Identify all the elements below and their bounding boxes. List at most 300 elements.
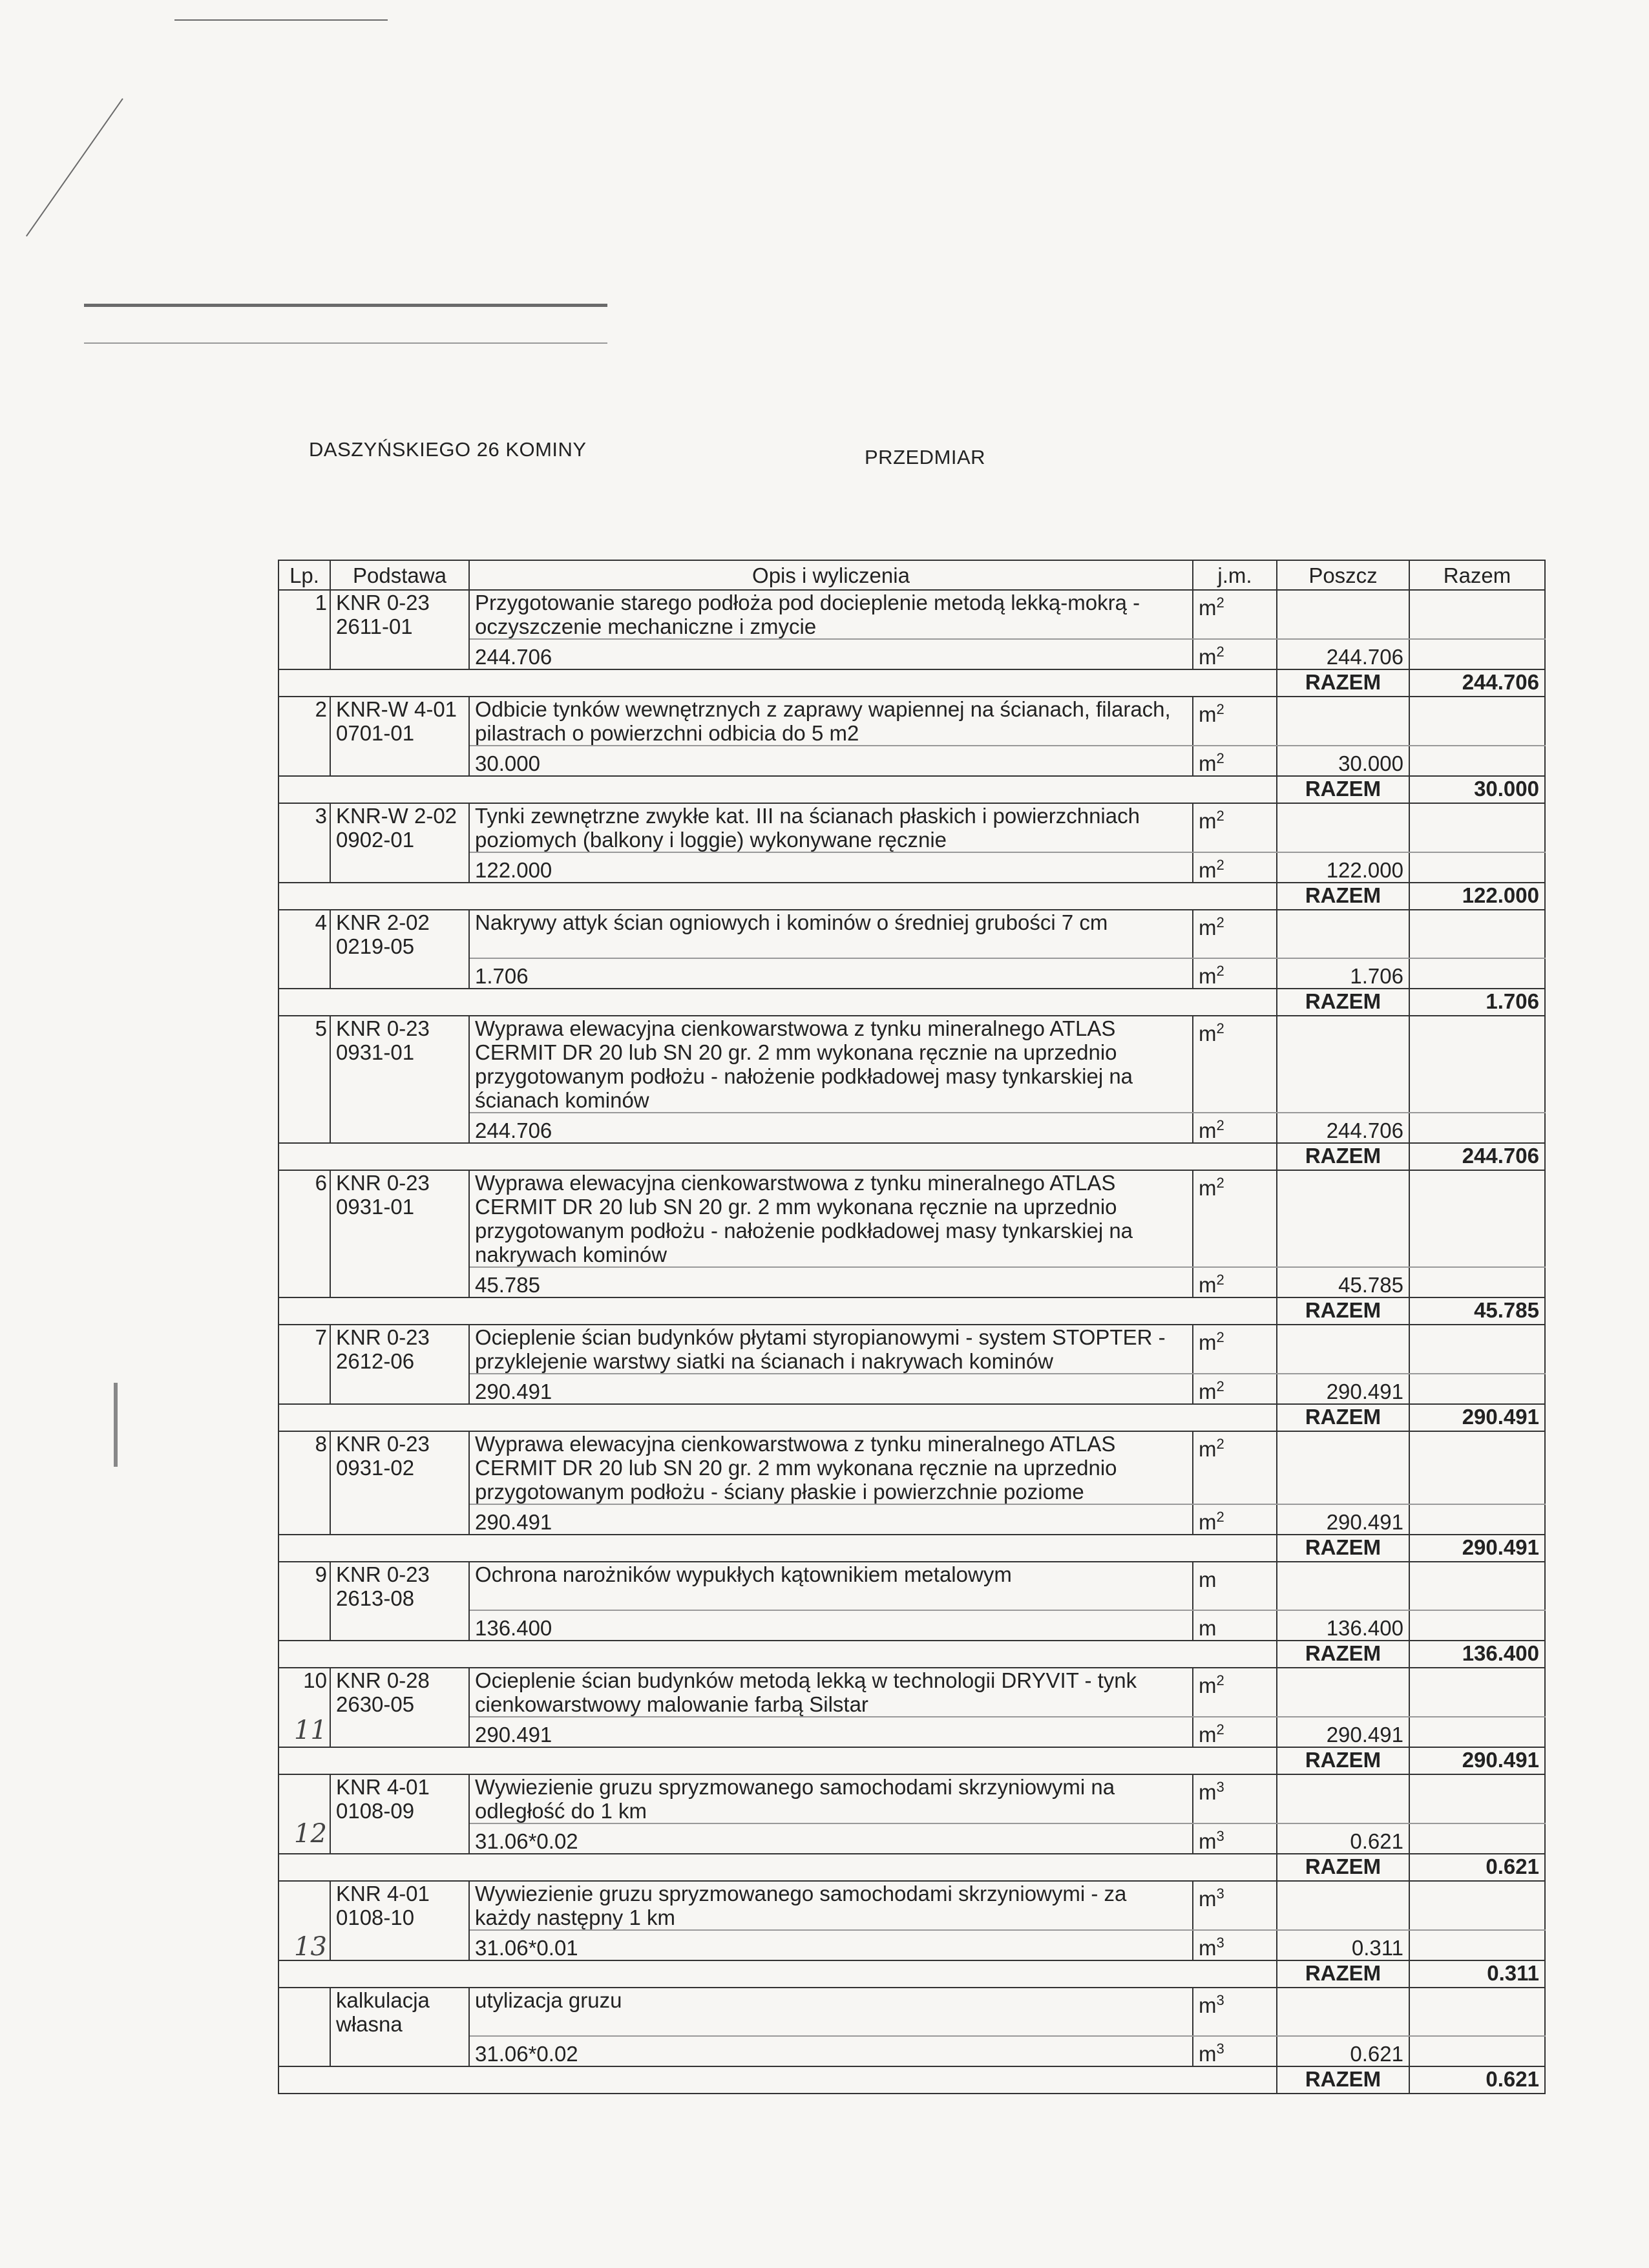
calc-expression: 290.491 — [469, 1374, 1193, 1404]
calc-lp-empty — [278, 1113, 330, 1143]
row-podstawa: KNR-W 2-02 0902-01 — [330, 803, 469, 852]
row-unit — [1193, 590, 1277, 639]
summary-label: RAZEM — [1277, 1641, 1409, 1668]
summary-value: 290.491 — [1409, 1404, 1545, 1431]
unit-base: m — [1199, 1176, 1217, 1200]
calc-poszcz: 0.621 — [1277, 1823, 1409, 1854]
calc-podstawa-empty — [330, 1267, 469, 1297]
row-razem-empty — [1409, 1881, 1545, 1930]
unit-base: m — [1199, 809, 1217, 833]
unit-exponent: 2 — [1216, 701, 1224, 717]
summary-spacer — [278, 1960, 1277, 1988]
estimate-table — [278, 560, 1546, 2094]
calc-podstawa-empty — [330, 1717, 469, 1747]
row-poszcz-empty — [1277, 803, 1409, 852]
table-row — [278, 1562, 1545, 1610]
table-row-summary — [278, 669, 1545, 697]
row-poszcz-empty — [1277, 1881, 1409, 1930]
row-razem-empty — [1409, 803, 1545, 852]
row-lp: 5 — [278, 1016, 330, 1113]
unit-base: m — [1199, 1568, 1217, 1591]
row-podstawa: KNR 0-23 0931-01 — [330, 1016, 469, 1113]
calc-unit — [1193, 746, 1277, 776]
row-razem-empty — [1409, 1016, 1545, 1113]
table-row-summary — [278, 2066, 1545, 2094]
unit-exponent: 2 — [1216, 914, 1224, 930]
row-opis: Odbicie tynków wewnętrznych z zaprawy wapiennej na ścianach, filarach, pilastrach o powierzchni odbicia do 5 m2 — [469, 697, 1193, 746]
calc-expression: 31.06*0.01 — [469, 1930, 1193, 1960]
calc-expression: 31.06*0.02 — [469, 1823, 1193, 1854]
unit-exponent: 2 — [1216, 1175, 1224, 1191]
row-razem-empty — [1409, 1325, 1545, 1374]
row-lp: 4 — [278, 910, 330, 958]
row-poszcz-empty — [1277, 1988, 1409, 2036]
calc-podstawa-empty — [330, 852, 469, 883]
calc-unit — [1193, 2036, 1277, 2066]
scan-artifact-top — [174, 19, 388, 21]
unit-exponent: 3 — [1216, 2041, 1224, 2057]
table-row-summary — [278, 1404, 1545, 1431]
table-row — [278, 910, 1545, 958]
unit-base: m — [1199, 1993, 1217, 2017]
table-row — [278, 1325, 1545, 1374]
unit-base: m — [1199, 1022, 1217, 1045]
calc-razem-empty — [1409, 1930, 1545, 1960]
calc-poszcz: 244.706 — [1277, 639, 1409, 669]
row-opis: Ochrona narożników wypukłych kątownikiem metalowym — [469, 1562, 1193, 1610]
row-opis: Wyprawa elewacyjna cienkowarstwowa z tynku mineralnego ATLAS CERMIT DR 20 lub SN 20 gr. 2 mm wykonana ręcznie na uprzednio przygotowanym podłożu - nałożenie podkładowej masy tynkarskiej na ścianach kominów — [469, 1016, 1193, 1113]
table-row — [278, 1016, 1545, 1113]
calc-poszcz: 122.000 — [1277, 852, 1409, 883]
row-lp: 6 — [278, 1170, 330, 1267]
calc-lp-empty — [278, 1267, 330, 1297]
calc-unit — [1193, 1717, 1277, 1747]
unit-exponent: 2 — [1216, 1020, 1224, 1036]
unit-exponent: 2 — [1216, 644, 1224, 660]
row-podstawa: KNR 0-23 2611-01 — [330, 590, 469, 639]
row-unit — [1193, 1668, 1277, 1717]
unit-exponent: 2 — [1216, 1436, 1224, 1452]
summary-spacer — [278, 1854, 1277, 1881]
unit-base: m — [1199, 1273, 1217, 1297]
unit-base: m — [1199, 1380, 1217, 1403]
calc-lp-empty — [278, 1504, 330, 1535]
row-unit — [1193, 1431, 1277, 1504]
calc-razem-empty — [1409, 1113, 1545, 1143]
unit-exponent: 2 — [1216, 1272, 1224, 1288]
calc-lp-empty — [278, 958, 330, 989]
row-opis: Wywiezienie gruzu spryzmowanego samochodami skrzyniowymi - za każdy następny 1 km — [469, 1881, 1193, 1930]
unit-base: m — [1199, 1780, 1217, 1804]
row-unit — [1193, 1170, 1277, 1267]
table-row — [278, 803, 1545, 852]
calc-poszcz: 136.400 — [1277, 1610, 1409, 1641]
row-unit — [1193, 1988, 1277, 2036]
unit-exponent: 2 — [1216, 1672, 1224, 1688]
row-poszcz-empty — [1277, 1562, 1409, 1610]
unit-exponent: 2 — [1216, 1329, 1224, 1345]
calc-lp-empty — [278, 1374, 330, 1404]
row-poszcz-empty — [1277, 590, 1409, 639]
calc-lp-empty — [278, 746, 330, 776]
table-row-summary — [278, 1143, 1545, 1170]
unit-base: m — [1199, 1330, 1217, 1354]
table-row-calc — [278, 1267, 1545, 1297]
unit-exponent: 2 — [1216, 1509, 1224, 1525]
table-row-calc — [278, 639, 1545, 669]
row-opis: utylizacja gruzu — [469, 1988, 1193, 2036]
row-podstawa: KNR-W 4-01 0701-01 — [330, 697, 469, 746]
table-row-calc — [278, 1610, 1545, 1641]
row-podstawa: KNR 0-23 2612-06 — [330, 1325, 469, 1374]
row-podstawa: KNR 4-01 0108-09 — [330, 1774, 469, 1823]
unit-exponent: 2 — [1216, 963, 1224, 979]
calc-poszcz: 1.706 — [1277, 958, 1409, 989]
table-row-calc — [278, 746, 1545, 776]
summary-value: 122.000 — [1409, 883, 1545, 910]
table-row — [278, 1988, 1545, 2036]
row-razem-empty — [1409, 1668, 1545, 1717]
row-poszcz-empty — [1277, 1325, 1409, 1374]
calc-expression: 45.785 — [469, 1267, 1193, 1297]
unit-base: m — [1199, 916, 1217, 940]
calc-unit — [1193, 1113, 1277, 1143]
calc-expression: 136.400 — [469, 1610, 1193, 1641]
table-row-summary — [278, 776, 1545, 803]
row-opis: Wywiezienie gruzu spryzmowanego samochodami skrzyniowymi na odległość do 1 km — [469, 1774, 1193, 1823]
row-poszcz-empty — [1277, 1774, 1409, 1823]
summary-label: RAZEM — [1277, 1404, 1409, 1431]
row-razem-empty — [1409, 910, 1545, 958]
row-unit — [1193, 910, 1277, 958]
calc-razem-empty — [1409, 1823, 1545, 1854]
calc-unit — [1193, 1374, 1277, 1404]
scan-artifact-diagonal — [26, 98, 123, 236]
table-row — [278, 1881, 1545, 1930]
unit-base: m — [1199, 1887, 1217, 1911]
row-lp: 3 — [278, 803, 330, 852]
table-row — [278, 1668, 1545, 1717]
unit-base: m — [1199, 596, 1217, 620]
calc-podstawa-empty — [330, 1823, 469, 1854]
calc-expression: 122.000 — [469, 852, 1193, 883]
calc-unit — [1193, 1267, 1277, 1297]
calc-podstawa-empty — [330, 1113, 469, 1143]
calc-lp-empty — [278, 639, 330, 669]
unit-base: m — [1199, 1674, 1217, 1697]
row-razem-empty — [1409, 697, 1545, 746]
summary-spacer — [278, 1143, 1277, 1170]
row-poszcz-empty — [1277, 1431, 1409, 1504]
row-poszcz-empty — [1277, 1016, 1409, 1113]
table-row-calc — [278, 1113, 1545, 1143]
calc-razem-empty — [1409, 639, 1545, 669]
unit-exponent: 2 — [1216, 857, 1224, 873]
row-unit — [1193, 1016, 1277, 1113]
unit-exponent: 2 — [1216, 1721, 1224, 1738]
row-lp: 9 — [278, 1562, 330, 1610]
summary-spacer — [278, 883, 1277, 910]
calc-razem-empty — [1409, 1504, 1545, 1535]
unit-base: m — [1199, 751, 1217, 775]
scan-artifact-left-mark — [114, 1383, 118, 1467]
table-row-calc — [278, 1374, 1545, 1404]
project-title: DASZYŃSKIEGO 26 KOMINY — [309, 438, 587, 461]
row-lp — [278, 1881, 330, 1930]
summary-spacer — [278, 989, 1277, 1016]
calc-poszcz: 0.311 — [1277, 1930, 1409, 1960]
summary-label: RAZEM — [1277, 669, 1409, 697]
unit-base: m — [1199, 1723, 1217, 1747]
unit-exponent: 3 — [1216, 1828, 1224, 1844]
table-row — [278, 590, 1545, 639]
calc-razem-empty — [1409, 1267, 1545, 1297]
summary-value: 30.000 — [1409, 776, 1545, 803]
summary-value: 1.706 — [1409, 989, 1545, 1016]
row-podstawa: KNR 2-02 0219-05 — [330, 910, 469, 958]
row-opis: Tynki zewnętrzne zwykłe kat. III na ścianach płaskich i powierzchniach poziomych (balkony i loggie) wykonywane ręcznie — [469, 803, 1193, 852]
row-lp: 1 — [278, 590, 330, 639]
summary-spacer — [278, 1747, 1277, 1774]
summary-label: RAZEM — [1277, 883, 1409, 910]
table-header — [278, 560, 1545, 590]
calc-expression: 244.706 — [469, 1113, 1193, 1143]
summary-spacer — [278, 1404, 1277, 1431]
table-row-summary — [278, 1960, 1545, 1988]
calc-unit — [1193, 639, 1277, 669]
unit-base: m — [1199, 2042, 1217, 2066]
table-row-summary — [278, 1854, 1545, 1881]
row-razem-empty — [1409, 1431, 1545, 1504]
row-razem-empty — [1409, 1988, 1545, 2036]
calc-expression: 1.706 — [469, 958, 1193, 989]
calc-podstawa-empty — [330, 746, 469, 776]
summary-label: RAZEM — [1277, 1143, 1409, 1170]
document-type: PRZEDMIAR — [865, 446, 986, 468]
scan-artifact-band-2 — [84, 342, 607, 344]
calc-podstawa-empty — [330, 2036, 469, 2066]
row-podstawa: KNR 0-28 2630-05 — [330, 1668, 469, 1717]
unit-base: m — [1199, 1437, 1217, 1461]
handwritten-number: 12 — [294, 1819, 327, 1849]
unit-exponent: 3 — [1216, 1885, 1224, 1902]
unit-exponent: 2 — [1216, 1378, 1224, 1394]
unit-exponent: 2 — [1216, 594, 1224, 611]
calc-poszcz: 290.491 — [1277, 1374, 1409, 1404]
table-body — [278, 590, 1545, 2094]
row-poszcz-empty — [1277, 910, 1409, 958]
row-podstawa: KNR 4-01 0108-10 — [330, 1881, 469, 1930]
table-row-summary — [278, 1535, 1545, 1562]
table-row-calc — [278, 1823, 1545, 1854]
summary-value: 45.785 — [1409, 1297, 1545, 1325]
unit-base: m — [1199, 1118, 1217, 1142]
summary-spacer — [278, 776, 1277, 803]
unit-base: m — [1199, 1616, 1217, 1640]
summary-spacer — [278, 1641, 1277, 1668]
row-opis: Wyprawa elewacyjna cienkowarstwowa z tynku mineralnego ATLAS CERMIT DR 20 lub SN 20 gr. 2 mm wykonana ręcznie na uprzednio przygotowanym podłożu - nałożenie podkładowej masy tynkarskiej na nakrywach kominów — [469, 1170, 1193, 1267]
unit-exponent: 2 — [1216, 808, 1224, 824]
table-row-summary — [278, 883, 1545, 910]
unit-exponent: 3 — [1216, 1935, 1224, 1951]
row-razem-empty — [1409, 590, 1545, 639]
row-opis: Przygotowanie starego podłoża pod docieplenie metodą lekką-mokrą - oczyszczenie mechaniczne i zmycie — [469, 590, 1193, 639]
calc-poszcz: 290.491 — [1277, 1717, 1409, 1747]
calc-podstawa-empty — [330, 1374, 469, 1404]
table-row — [278, 697, 1545, 746]
table-row-summary — [278, 1747, 1545, 1774]
summary-label: RAZEM — [1277, 1854, 1409, 1881]
row-poszcz-empty — [1277, 697, 1409, 746]
unit-base: m — [1199, 702, 1217, 726]
calc-expression: 290.491 — [469, 1504, 1193, 1535]
table-row — [278, 1774, 1545, 1823]
summary-label: RAZEM — [1277, 2066, 1409, 2094]
table-row-summary — [278, 989, 1545, 1016]
table-row-calc — [278, 2036, 1545, 2066]
table-row-calc — [278, 958, 1545, 989]
calc-razem-empty — [1409, 958, 1545, 989]
handwritten-number: 11 — [294, 1716, 327, 1745]
calc-razem-empty — [1409, 852, 1545, 883]
table-row-calc — [278, 1717, 1545, 1747]
unit-base: m — [1199, 964, 1217, 988]
calc-expression: 290.491 — [469, 1717, 1193, 1747]
summary-value: 136.400 — [1409, 1641, 1545, 1668]
row-lp: 10 — [278, 1668, 330, 1717]
table-row-calc — [278, 852, 1545, 883]
row-unit — [1193, 803, 1277, 852]
calc-poszcz: 45.785 — [1277, 1267, 1409, 1297]
summary-value: 0.311 — [1409, 1960, 1545, 1988]
unit-exponent: 2 — [1216, 750, 1224, 766]
calc-podstawa-empty — [330, 639, 469, 669]
row-podstawa: KNR 0-23 0931-01 — [330, 1170, 469, 1267]
row-poszcz-empty — [1277, 1668, 1409, 1717]
summary-label: RAZEM — [1277, 1535, 1409, 1562]
calc-lp-empty — [278, 1610, 330, 1641]
calc-podstawa-empty — [330, 1504, 469, 1535]
calc-expression: 244.706 — [469, 639, 1193, 669]
column-header-jm: j.m. — [1193, 560, 1277, 590]
summary-value: 290.491 — [1409, 1535, 1545, 1562]
row-poszcz-empty — [1277, 1170, 1409, 1267]
summary-value: 244.706 — [1409, 669, 1545, 697]
summary-spacer — [278, 669, 1277, 697]
row-lp: 2 — [278, 697, 330, 746]
row-unit — [1193, 1562, 1277, 1610]
table-row-calc — [278, 1930, 1545, 1960]
summary-label: RAZEM — [1277, 1960, 1409, 1988]
unit-exponent: 3 — [1216, 1992, 1224, 2008]
summary-value: 0.621 — [1409, 2066, 1545, 2094]
table-row-calc — [278, 1504, 1545, 1535]
summary-label: RAZEM — [1277, 989, 1409, 1016]
row-podstawa: KNR 0-23 0931-02 — [330, 1431, 469, 1504]
calc-razem-empty — [1409, 1717, 1545, 1747]
table-row-summary — [278, 1641, 1545, 1668]
row-podstawa: kalkulacja własna — [330, 1988, 469, 2036]
row-opis: Ocieplenie ścian budynków płytami styropianowymi - system STOPTER - przyklejenie warstwy siatki na ścianach i nakrywach kominów — [469, 1325, 1193, 1374]
unit-base: m — [1199, 1936, 1217, 1960]
summary-value: 244.706 — [1409, 1143, 1545, 1170]
calc-unit — [1193, 1610, 1277, 1641]
calc-expression: 30.000 — [469, 746, 1193, 776]
calc-poszcz: 30.000 — [1277, 746, 1409, 776]
calc-razem-empty — [1409, 1374, 1545, 1404]
row-lp: 8 — [278, 1431, 330, 1504]
summary-value: 0.621 — [1409, 1854, 1545, 1881]
calc-razem-empty — [1409, 1610, 1545, 1641]
summary-label: RAZEM — [1277, 1297, 1409, 1325]
calc-podstawa-empty — [330, 1930, 469, 1960]
row-opis: Ocieplenie ścian budynków metodą lekką w technologii DRYVIT - tynk cienkowarstwowy malowanie farbą Silstar — [469, 1668, 1193, 1717]
row-podstawa: KNR 0-23 2613-08 — [330, 1562, 469, 1610]
column-header-podstawa: Podstawa — [330, 560, 469, 590]
column-header-lp: Lp. — [278, 560, 330, 590]
calc-unit — [1193, 1823, 1277, 1854]
unit-base: m — [1199, 645, 1217, 669]
calc-expression: 31.06*0.02 — [469, 2036, 1193, 2066]
unit-exponent: 3 — [1216, 1779, 1224, 1795]
calc-unit — [1193, 958, 1277, 989]
summary-spacer — [278, 1297, 1277, 1325]
scan-artifact-band-1 — [84, 304, 607, 307]
calc-unit — [1193, 1504, 1277, 1535]
summary-spacer — [278, 1535, 1277, 1562]
row-lp — [278, 1774, 330, 1823]
column-header-poszcz: Poszcz — [1277, 560, 1409, 590]
column-header-razem: Razem — [1409, 560, 1545, 590]
table-row — [278, 1170, 1545, 1267]
table-row-summary — [278, 1297, 1545, 1325]
row-razem-empty — [1409, 1170, 1545, 1267]
row-opis: Wyprawa elewacyjna cienkowarstwowa z tynku mineralnego ATLAS CERMIT DR 20 lub SN 20 gr. 2 mm wykonana ręcznie na uprzednio przygotowanym podłożu - ściany płaskie i powierzchnie poziome — [469, 1431, 1193, 1504]
row-lp — [278, 1988, 330, 2036]
table-row — [278, 1431, 1545, 1504]
calc-lp-empty — [278, 852, 330, 883]
calc-podstawa-empty — [330, 958, 469, 989]
calc-unit — [1193, 852, 1277, 883]
summary-value: 290.491 — [1409, 1747, 1545, 1774]
row-razem-empty — [1409, 1774, 1545, 1823]
row-unit — [1193, 1774, 1277, 1823]
handwritten-number: 13 — [294, 1932, 327, 1962]
unit-base: m — [1199, 858, 1217, 882]
row-razem-empty — [1409, 1562, 1545, 1610]
unit-base: m — [1199, 1829, 1217, 1853]
calc-unit — [1193, 1930, 1277, 1960]
calc-poszcz: 244.706 — [1277, 1113, 1409, 1143]
unit-base: m — [1199, 1510, 1217, 1534]
summary-label: RAZEM — [1277, 776, 1409, 803]
summary-spacer — [278, 2066, 1277, 2094]
row-unit — [1193, 697, 1277, 746]
calc-poszcz: 0.621 — [1277, 2036, 1409, 2066]
row-opis: Nakrywy attyk ścian ogniowych i kominów o średniej grubości 7 cm — [469, 910, 1193, 958]
row-lp: 7 — [278, 1325, 330, 1374]
unit-exponent: 2 — [1216, 1117, 1224, 1133]
column-header-opis: Opis i wyliczenia — [469, 560, 1193, 590]
calc-podstawa-empty — [330, 1610, 469, 1641]
calc-lp-empty — [278, 2036, 330, 2066]
calc-poszcz: 290.491 — [1277, 1504, 1409, 1535]
row-unit — [1193, 1881, 1277, 1930]
summary-label: RAZEM — [1277, 1747, 1409, 1774]
calc-razem-empty — [1409, 2036, 1545, 2066]
row-unit — [1193, 1325, 1277, 1374]
calc-razem-empty — [1409, 746, 1545, 776]
